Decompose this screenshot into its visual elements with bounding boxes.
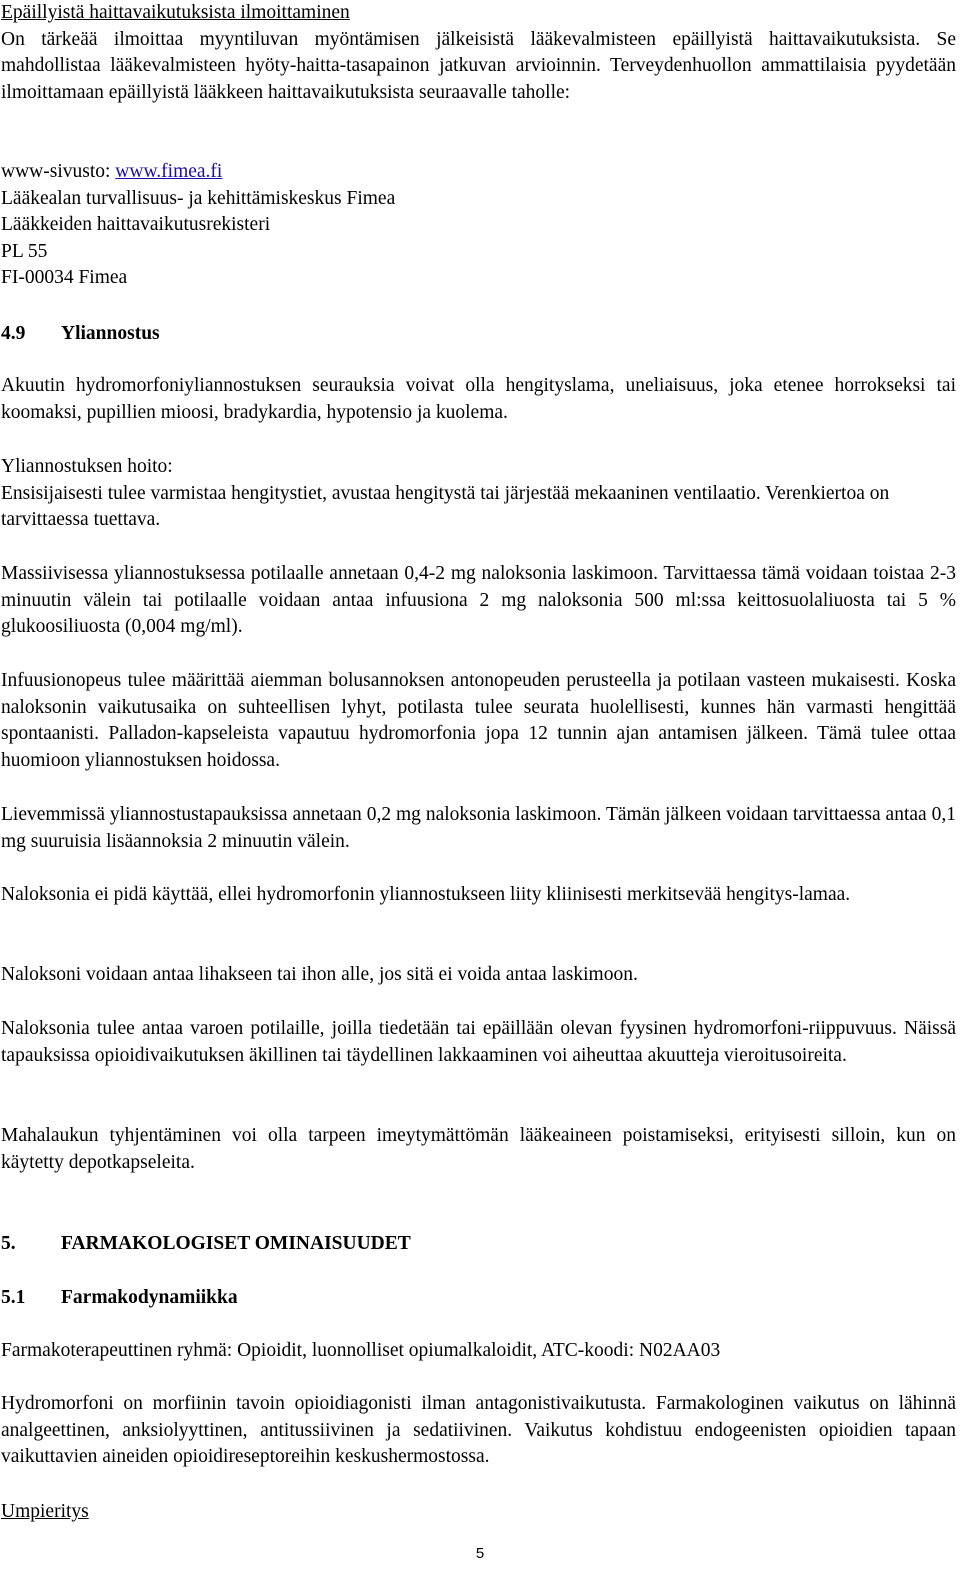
overdose-paragraph-4: Infuusionopeus tulee määrittää aiemman bolusannoksen antonopeuden perusteella ja potilaan vasteen mukaisesti. Koska naloksonin vaikutusaika on suhteellisen lyhyt, potilasta tulee seurata huolellisesti, kunnes hän varmasti hengittää spontaanisti. Palladon-kapseleista vapautuu hydromorfonia jopa 12 tunnin ajan antamisen jälkeen. Tämä tulee ottaa huomioon yliannostuksen hoidossa. — [1, 670, 956, 771]
address-line-1: Lääkealan turvallisuus- ja kehittämiskeskus Fimea — [1, 187, 396, 209]
web-line — [1, 159, 956, 186]
section-5-number: 5. — [1, 1233, 16, 1254]
section-4-9-title: Yliannostus — [61, 323, 160, 344]
pharmacotherapeutic-group: Farmakoterapeuttinen ryhmä: Opioidit, luonnolliset opiumalkaloidit, ATC-koodi: N02AA03 — [1, 1340, 721, 1361]
page-number: 5 — [475, 1545, 485, 1562]
overdose-paragraph-3: Massiivisessa yliannostuksessa potilaalle annetaan 0,4-2 mg naloksonia laskimoon. Tarvittaessa tämä voidaan toistaa 2-3 minuutin välein tai potilaalle voidaan antaa infuusiona 2 mg naloksonia 500 ml:ssa keittosuolaliuosta tai 5 % glukoosiliuosta (0,004 mg/ml). — [1, 563, 956, 637]
web-label: www-sivusto: — [1, 161, 116, 182]
address-line-4: FI-00034 Fimea — [1, 267, 128, 288]
section-4-9-number: 4.9 — [1, 323, 26, 344]
overdose-paragraph-1: Akuutin hydromorfoniyliannostuksen seurauksia voivat olla hengityslama, uneliaisuus, joka etenee horrokseksi tai koomaksi, pupillien mioosi, bradykardia, hypotensio ja kuolema. — [1, 375, 956, 423]
treatment-text: Ensisijaisesti tulee varmistaa hengitystiet, avustaa hengitystä tai järjestää mekaaninen ventilaatio. Verenkiertoa on tarvittaessa tuettava. — [1, 482, 890, 530]
overdose-paragraph-9: Mahalaukun tyhjentäminen voi olla tarpeen imeytymättömän lääkeaineen poistamiseksi, erityisesti silloin, kun on käytetty depotkapseleita. — [1, 1125, 956, 1173]
section-5-title: FARMAKOLOGISET OMINAISUUDET — [61, 1233, 411, 1254]
treatment-block — [1, 454, 956, 534]
section-5-1-heading — [1, 1285, 956, 1312]
fimea-link[interactable]: www.fimea.fi — [115, 161, 223, 182]
report-heading: Epäillyistä haittavaikutuksista ilmoittaminen — [1, 2, 350, 23]
section-4-9-heading — [1, 321, 956, 348]
section-5-1-title: Farmakodynamiikka — [61, 1287, 238, 1308]
treatment-label: Yliannostuksen hoito: — [1, 456, 173, 477]
section-5-heading — [1, 1231, 956, 1258]
overdose-paragraph-8: Naloksonia tulee antaa varoen potilaille, joilla tiedetään tai epäillään olevan fyysinen hydromorfoni-riippuvuus. Näissä tapauksissa opioidivaikutuksen äkillinen tai täydellinen lakkaaminen voi aiheuttaa akuutteja vieroitusoireita. — [1, 1018, 956, 1066]
report-section — [1, 0, 956, 106]
overdose-paragraph-7: Naloksoni voidaan antaa lihakseen tai ihon alle, jos sitä ei voida antaa laskimoon. — [1, 964, 638, 985]
address-line-2: Lääkkeiden haittavaikutusrekisteri — [1, 214, 271, 235]
overdose-paragraph-6: Naloksonia ei pidä käyttää, ellei hydromorfonin yliannostukseen liity kliinisesti merkitsevää hengitys-lamaa. — [1, 884, 851, 905]
section-5-1-number: 5.1 — [1, 1287, 26, 1308]
pharmacodynamics-paragraph: Hydromorfoni on morfiinin tavoin opioidiagonisti ilman antagonistivaikutusta. Farmakologinen vaikutus on lähinnä analgeettinen, anksiolyyttinen, antitussiivinen ja sedatiivinen. Vaikutus kohdistuu endogeenisten opioidien tapaan vaikuttavien aineiden opioidireseptoreihin keskushermostossa. — [1, 1393, 956, 1467]
endocrine-subheading: Umpieritys — [1, 1501, 89, 1522]
address-line-3: PL 55 — [1, 240, 48, 262]
report-paragraph: On tärkeää ilmoittaa myyntiluvan myöntämisen jälkeisistä lääkevalmisteen epäillyistä haittavaikutuksista. Se mahdollistaa lääkevalmisteen hyöty-haitta-tasapainon jatkuvan arvioinnin. Terveydenhuollon ammattilaisia pyydetään ilmoittamaan epäillyistä lääkkeen haittavaikutuksista seuraavalle taholle: — [1, 28, 956, 103]
overdose-paragraph-5: Lievemmissä yliannostustapauksissa annetaan 0,2 mg naloksonia laskimoon. Tämän jälkeen voidaan tarvittaessa antaa 0,1 mg suuruisia lisäannoksia 2 minuutin välein. — [1, 804, 956, 852]
contact-block — [1, 159, 956, 292]
